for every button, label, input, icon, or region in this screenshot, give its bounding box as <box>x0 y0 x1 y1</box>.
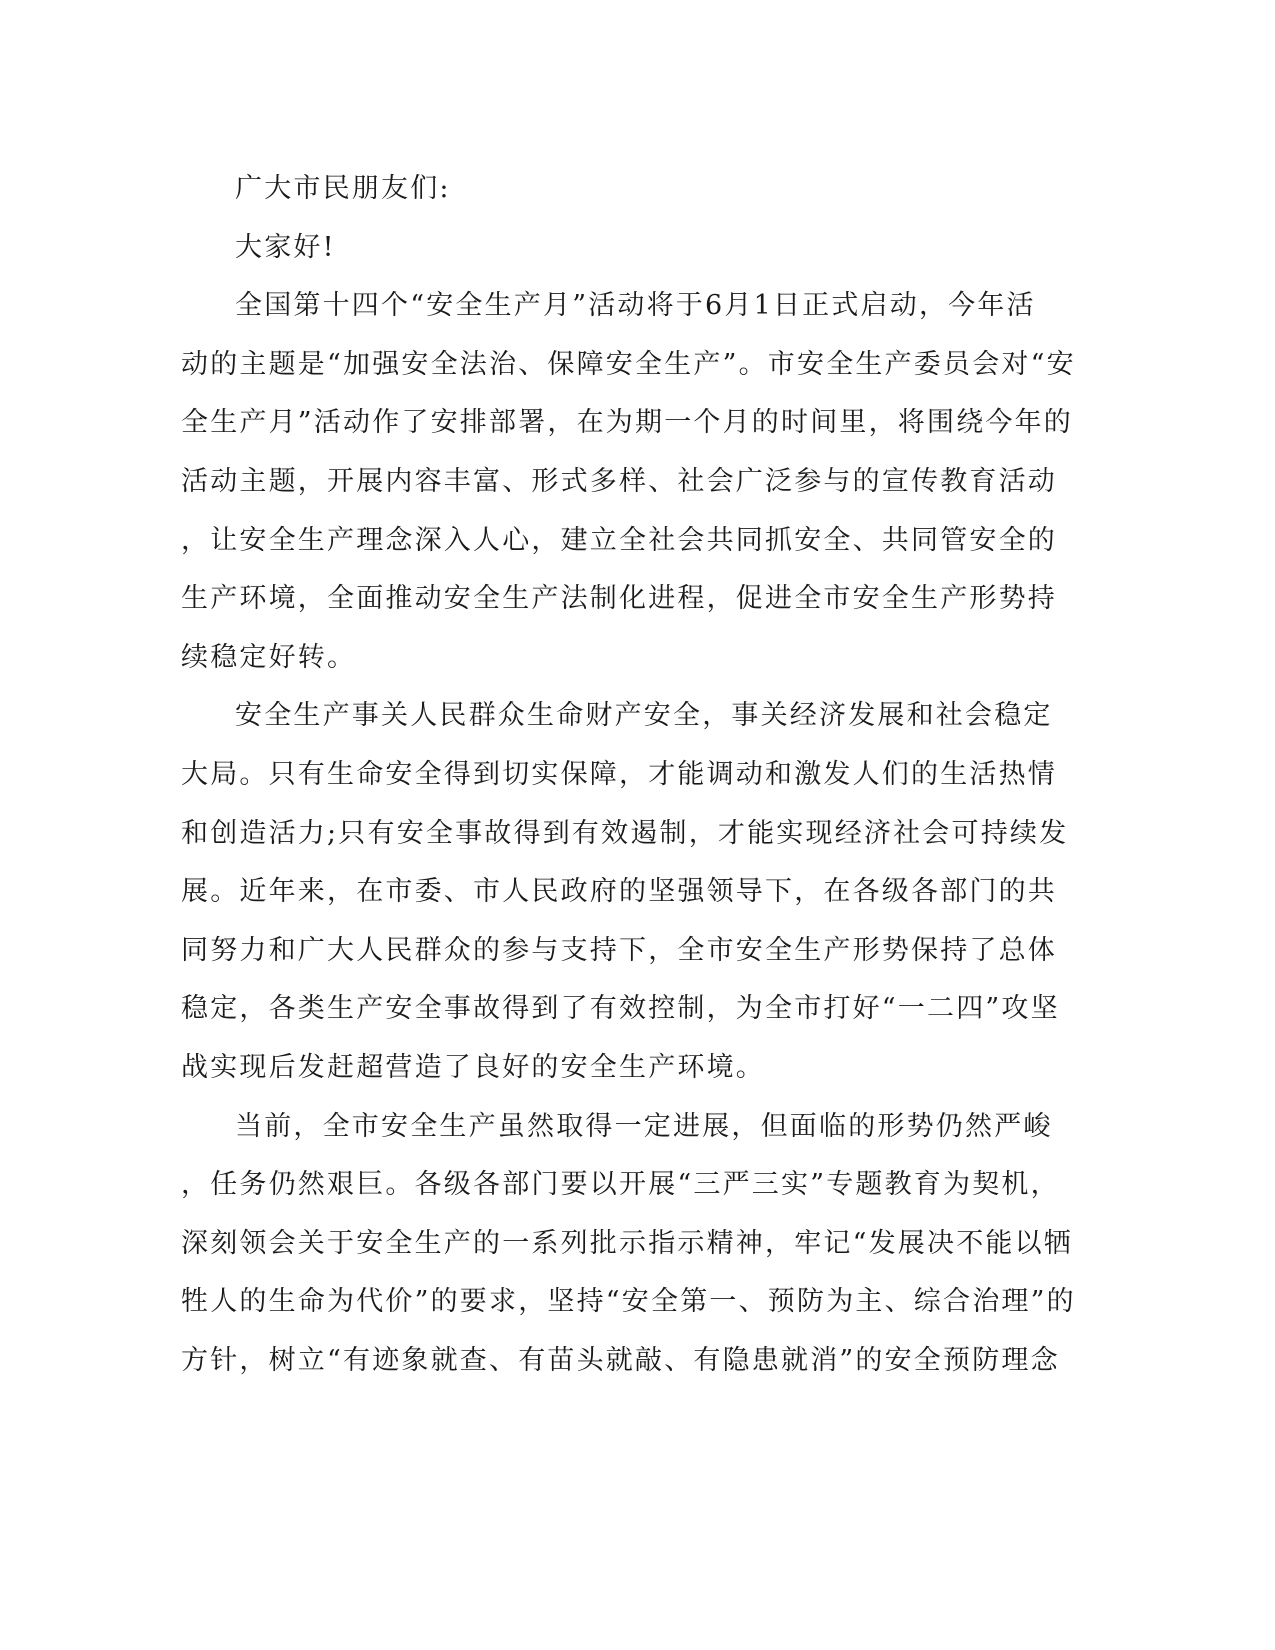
text-line: 牲人的生命为代价”的要求，坚持“安全第一、预防为主、综合治理”的 <box>181 1286 1076 1318</box>
text-line: ，让安全生产理念深入人心，建立全社会共同抓安全、共同管安全的 <box>181 524 1057 556</box>
text-line: 稳定，各类生产安全事故得到了有效控制，为全市打好“一二四”攻坚 <box>181 993 1060 1025</box>
salutation: 广大市民朋友们: <box>235 173 451 204</box>
paragraph-3 <box>181 1098 1076 1391</box>
paragraph-1 <box>181 277 1076 687</box>
text-line: ，任务仍然艰巨。各级各部门要以开展“三严三实”专题教育为契机， <box>181 1169 1060 1201</box>
text-line: 全国第十四个“安全生产月”活动将于6月1日正式启动，今年活 <box>235 290 1036 322</box>
text-line: 活动主题，开展内容丰富、形式多样、社会广泛参与的宣传教育活动 <box>181 465 1057 497</box>
text-line: 续稳定好转。 <box>181 641 357 673</box>
text-line: 展。近年来，在市委、市人民政府的坚强领导下，在各级各部门的共 <box>181 876 1057 908</box>
text-line: 方针，树立“有迹象就查、有苗头就敲、有隐患就消”的安全预防理念 <box>181 1344 1060 1376</box>
greeting: 大家好! <box>235 231 336 263</box>
text-line: 生产环境，全面推动安全生产法制化进程，促进全市安全生产形势持 <box>181 583 1057 615</box>
text-line: 动的主题是“加强安全法治、保障安全生产”。市安全生产委员会对“安 <box>181 348 1076 380</box>
text-line: 深刻领会关于安全生产的一系列批示指示精神，牢记“发展决不能以牺 <box>181 1227 1074 1259</box>
text-line: 同努力和广大人民群众的参与支持下，全市安全生产形势保持了总体 <box>181 934 1057 966</box>
letter-body <box>181 160 1076 1390</box>
text-line: 大局。只有生命安全得到切实保障，才能调动和激发人们的生活热情 <box>181 758 1057 790</box>
text-line: 全生产月”活动作了安排部署，在为期一个月的时间里，将围绕今年的 <box>181 407 1074 439</box>
paragraph-2 <box>181 687 1069 1097</box>
text-line: 当前，全市安全生产虽然取得一定进展，但面临的形势仍然严峻 <box>235 1110 1053 1142</box>
text-line: 安全生产事关人民群众生命财产安全，事关经济发展和社会稳定 <box>235 700 1053 732</box>
text-line: 战实现后发赶超营造了良好的安全生产环境。 <box>181 1051 765 1083</box>
text-line: 和创造活力;只有安全事故得到有效遏制，才能实现经济社会可持续发 <box>181 817 1069 849</box>
